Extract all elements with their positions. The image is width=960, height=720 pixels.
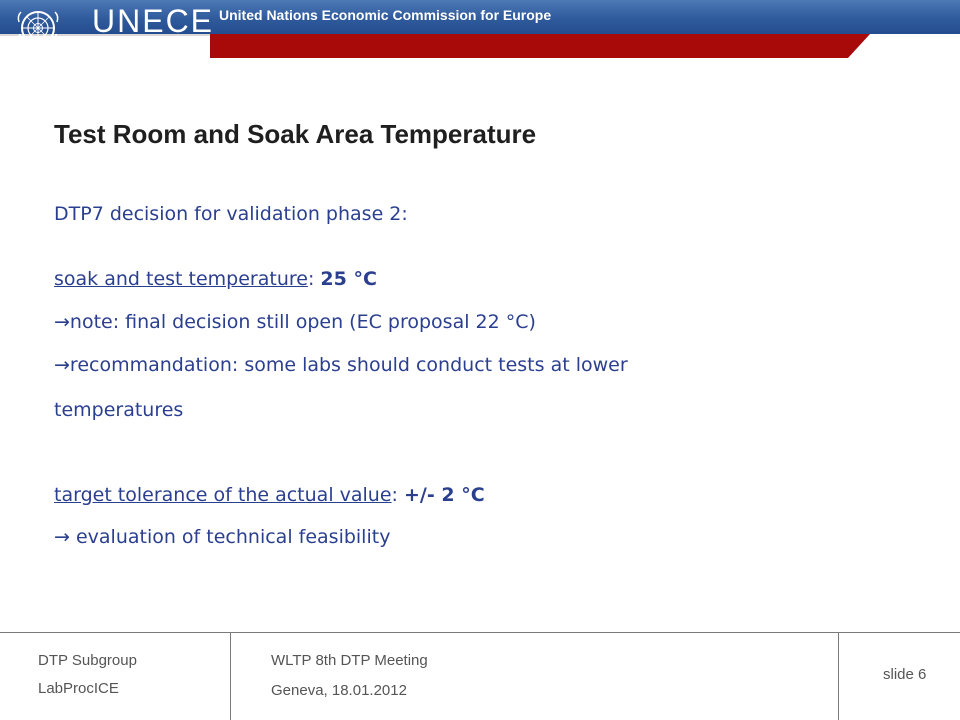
slide-title: Test Room and Soak Area Temperature xyxy=(54,119,537,149)
arrow-right-icon: → xyxy=(54,526,70,548)
note-text: note: final decision still open (EC proposal 22 °C) xyxy=(69,311,536,333)
footer-meeting: WLTP 8th DTP Meeting xyxy=(271,652,428,669)
footer-separator-right xyxy=(838,632,839,720)
arrow-right-icon: → xyxy=(54,354,70,376)
slide-number: slide 6 xyxy=(883,666,927,683)
tolerance-label: target tolerance of the actual value xyxy=(54,484,392,506)
footer-group: DTP Subgroup xyxy=(38,652,137,669)
arrow-right-icon: → xyxy=(54,311,70,333)
footer-separator-left xyxy=(230,632,231,720)
footer-subgroup: LabProcICE xyxy=(38,680,119,697)
evaluation-line xyxy=(54,524,390,550)
soak-temperature-label: soak and test temperature xyxy=(54,268,308,290)
brand-name: UNECE xyxy=(92,3,215,39)
soak-temperature-value: 25 °C xyxy=(320,268,377,290)
tolerance-value: +/- 2 °C xyxy=(404,484,485,506)
recommendation-text: recommandation: some labs should conduct tests at lower xyxy=(69,354,628,376)
evaluation-text: evaluation of technical feasibility xyxy=(69,526,391,548)
header-banner xyxy=(0,0,960,60)
recommendation-continuation: temperatures xyxy=(54,399,184,421)
un-emblem-icon xyxy=(12,4,64,56)
soak-separator: : xyxy=(307,268,321,290)
footer-divider xyxy=(0,632,960,633)
note-line xyxy=(54,309,536,335)
brand-tagline: United Nations Economic Commission for Europe xyxy=(219,7,552,23)
recommendation-line xyxy=(54,352,628,378)
tolerance-line xyxy=(54,482,485,508)
tolerance-separator: : xyxy=(391,484,404,506)
footer-date: Geneva, 18.01.2012 xyxy=(271,682,407,699)
intro-text: DTP7 decision for validation phase 2: xyxy=(54,203,408,225)
soak-temperature-line xyxy=(54,266,377,292)
